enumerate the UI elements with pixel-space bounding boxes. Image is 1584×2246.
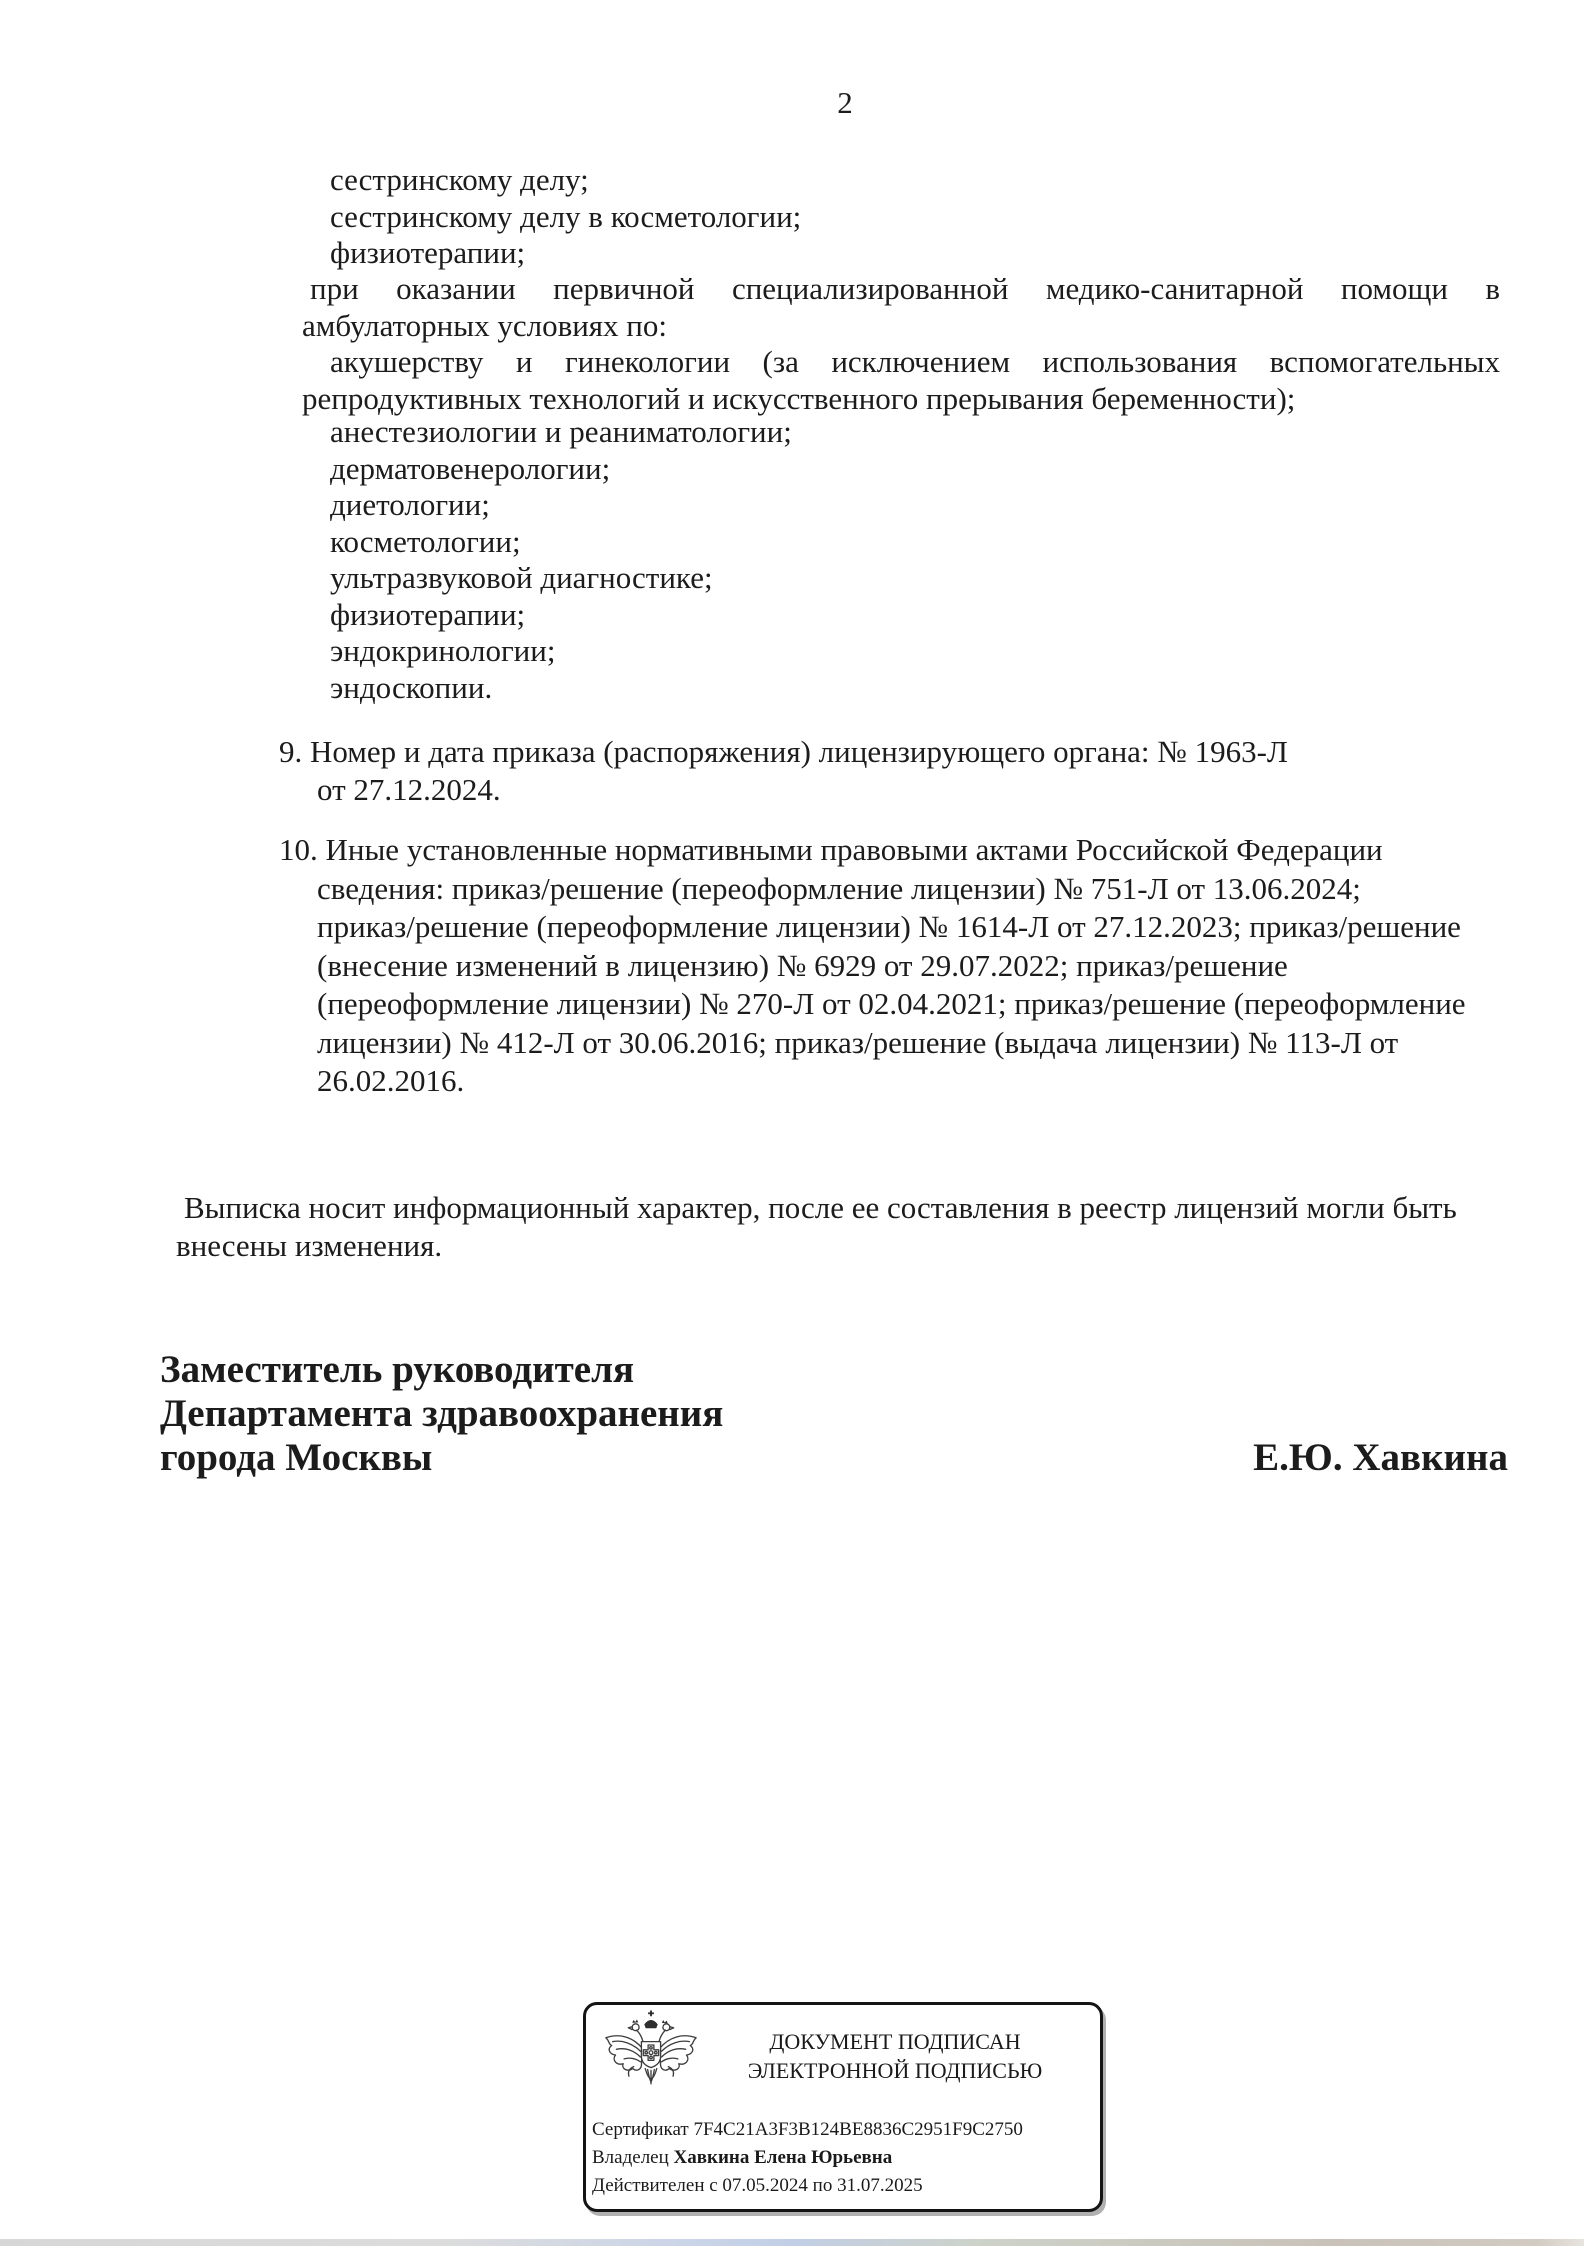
owner-value: Хавкина Елена Юрьевна xyxy=(673,2147,893,2168)
signer-title-line: Заместитель руководителя xyxy=(160,1348,635,1391)
item10-line: (внесение изменений в лицензию) № 6929 от 29.07.2022; приказ/решение xyxy=(317,947,1288,983)
specialty-line: эндокринологии; xyxy=(330,633,556,668)
specialty-line: физиотерапии; xyxy=(330,235,526,270)
item9-line: от 27.12.2024. xyxy=(317,772,501,807)
informational-note xyxy=(176,1189,1457,1265)
specialty-line: косметологии; xyxy=(330,523,521,559)
item-10-other-info xyxy=(279,831,1466,1101)
certificate-label: Сертификат xyxy=(592,2119,689,2140)
validity-line: Действителен с 07.05.2024 по 31.07.2025 xyxy=(592,2175,923,2196)
specialty-list-top xyxy=(330,162,801,272)
signer-title-line: Департамента здравоохранения xyxy=(160,1392,724,1435)
stamp-title xyxy=(701,2027,1089,2085)
paragraph-primary-care xyxy=(302,271,1500,344)
owner-line xyxy=(592,2144,1092,2172)
item10-line: (переоформление лицензии) № 270-Л от 02.04.2021; приказ/решение (переоформление xyxy=(317,986,1466,1021)
signature-block xyxy=(160,1348,1508,1480)
roszdravnadzor-eagle-icon xyxy=(598,2009,704,2105)
specialty-line: дерматовенерологии; xyxy=(330,450,611,486)
item10-line: 26.02.2016. xyxy=(317,1063,465,1098)
page-bottom-edge xyxy=(0,2239,1584,2246)
signer-name: Е.Ю. Хавкина xyxy=(1253,1436,1508,1479)
certificate-line xyxy=(592,2116,1092,2144)
paragraph-line: репродуктивных технологий и искусственного прерывания беременности); xyxy=(302,380,1296,416)
specialty-list-bottom xyxy=(330,414,792,706)
specialty-line: эндоскопии. xyxy=(330,669,493,705)
specialty-line: сестринскому делу; xyxy=(330,162,589,197)
paragraph-obstetrics xyxy=(302,344,1500,417)
paragraph-line: амбулаторных условиях по: xyxy=(302,307,668,343)
specialty-line: сестринскому делу в косметологии; xyxy=(330,198,802,234)
certificate-value: 7F4C21A3F3B124BE8836C2951F9C2750 xyxy=(693,2119,1023,2140)
electronic-signature-stamp xyxy=(583,2002,1103,2212)
page-number: 2 xyxy=(837,85,853,120)
item-9-order-number xyxy=(279,733,1288,809)
signer-title-line: города Москвы xyxy=(160,1436,433,1479)
item10-line: лицензии) № 412-Л от 30.06.2016; приказ/решение (выдача лицензии) № 113-Л от xyxy=(317,1024,1399,1060)
stamp-title-line: ЭЛЕКТРОННОЙ ПОДПИСЬЮ xyxy=(747,2058,1043,2083)
owner-label: Владелец xyxy=(592,2147,669,2168)
paragraph-line: акушерству и гинекологии (за исключением использования вспомогательных xyxy=(330,344,1500,379)
item10-line: сведения: приказ/решение (переоформление лицензии) № 751-Л от 13.06.2024; xyxy=(317,870,1361,906)
paragraph-line: при оказании первичной специализированной медико-санитарной помощи в xyxy=(310,271,1500,306)
item9-line: 9. Номер и дата приказа (распоряжения) лицензирующего органа: № 1963-Л xyxy=(279,734,1288,769)
specialty-line: ультразвуковой диагностике; xyxy=(330,560,713,595)
note-line: внесены изменения. xyxy=(176,1228,443,1263)
item10-line: приказ/решение (переоформление лицензии) № 1614-Л от 27.12.2023; приказ/решение xyxy=(317,909,1461,944)
note-line: Выписка носит информационный характер, после ее составления в реестр лицензий могли быть xyxy=(184,1190,1457,1225)
specialty-line: физиотерапии; xyxy=(330,596,526,632)
specialty-line: диетологии; xyxy=(330,487,490,522)
specialty-line: анестезиологии и реаниматологии; xyxy=(330,414,792,449)
stamp-title-line: ДОКУМЕНТ ПОДПИСАН xyxy=(769,2029,1021,2054)
stamp-details xyxy=(592,2116,1092,2200)
item10-line: 10. Иные установленные нормативными правовыми актами Российской Федерации xyxy=(279,832,1383,867)
